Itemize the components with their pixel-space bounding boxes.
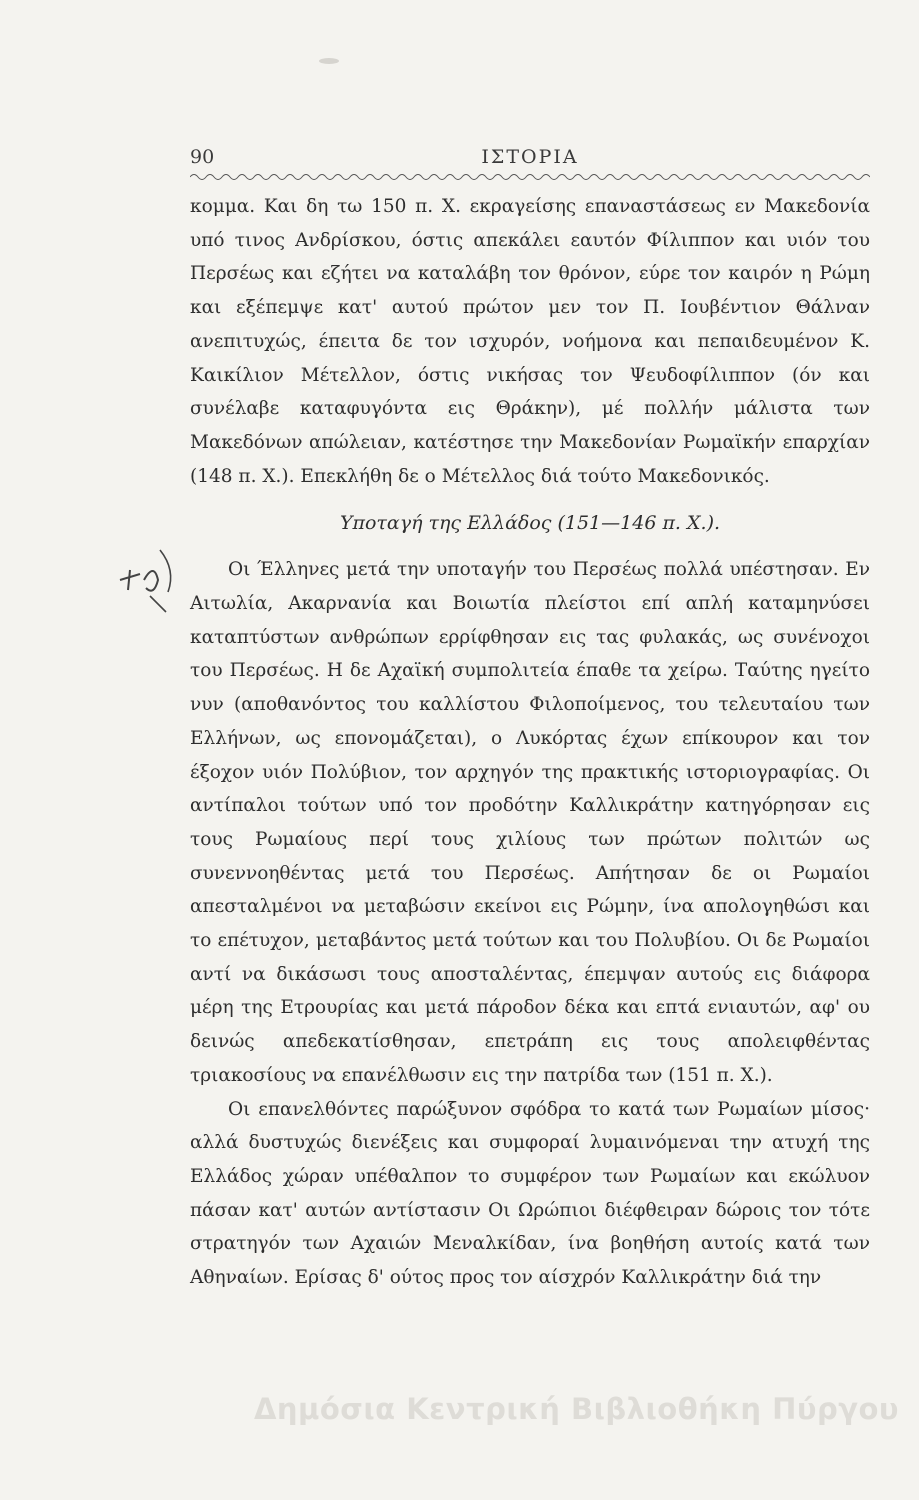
paragraph-greeks-after-perseus: Οι Έλληνες μετά την υποταγήν του Περσέως πολλά υπέστησαν. Εν Αιτωλία, Ακαρνανία και Βοιωτία πλείστοι επί απλή καταμηνύσει καταπτύστων ανθρώπων ερρίφθησαν εις τας φυλακάς, ως συνένοχοι του Περσέως. Η δε Αχαϊκή συμπολιτεία έπαθε τα χείρω. Ταύτης ηγείτο νυν (αποθανόντος του καλλίστου Φιλοποίμενος, του τελευταίου των Ελλήνων, ως επονομάζεται), ο Λυκόρτας έχων επίκουρον και τον έξοχον υιόν Πολύβιον, τον αρχηγόν της πρακτικής ιστοριογραφίας. Οι αντίπαλοι τούτων υπό τον προδότην Καλλικράτην κατηγόρησαν εις τους Ρωμαίους περί τους χιλίους των πρώτων πολιτών ως συνεννοηθέντας μετά του Περσέως. Απήτησαν δε οι Ρωμαίοι απεσταλμένοι να μεταβώσιν εκείνοι εις Ρώμην, ίνα απολογηθώσι και το επέτυχον, μεταβάντος μετά τούτων και του Πολυβίου. Οι δε Ρωμαίοι αντί να δικάσωσι τους αποσταλέντας, έπεμψαν αυτούς εις διάφορα μέρη της Ετρουρίας και μετά πάροδον δέκα και επτά ενιαυτών, αφ' ου δεινώς απεδεκατίσθησαν, επετράπη εις τους απολειφθέντας τριακοσίους να επανέλθωσιν εις την πατρίδα των (151 π. Χ.). [190,559,870,1086]
library-watermark: Δημόσια Κεντρική Βιβλιοθήκη Πύργου [253,1392,899,1426]
body-text [190,190,870,1295]
handwritten-margin-note [110,540,190,620]
paragraph-andriskos: κομμα. Και δη τω 150 π. Χ. εκραγείσης επαναστάσεως εν Μακεδονία υπό τινος Ανδρίσκου, όστις απεκάλει εαυτόν Φίλιππον και υιόν του Περσέως και εζήτει να καταλάβη τον θρόνον, εύρε τον καιρόν η Ρώμη και εξέπεμψε κατ' αυτού πρώτον μεν τον Π. Ιουβέντιον Θάλναν ανεπιτυχώς, έπειτα δε τον ισχυρόν, νοήμονα και πεπαιδευμένον Κ. Καικίλιον Μέτελλον, όστις νικήσας τον Ψευδοφίλιππον (όν και συνέλαβε καταφυγόντα εις Θράκην), μέ πολλήν μάλιστα των Μακεδόνων απώλειαν, κατέστησε την Μακεδονίαν Ρωμαϊκήν επαρχίαν (148 π. Χ.). Επεκλήθη δε ο Μέτελλος διά τούτο Μακεδονικός. [190,196,870,487]
wavy-rule-divider [190,172,870,182]
page-header [190,140,870,170]
paragraph-returnees: Οι επανελθόντες παρώξυνον σφόδρα το κατά των Ρωμαίων μίσος· αλλά δυστυχώς διενέξεις και συμφοραί λυμαινόμεναι την ατυχή της Ελλάδος χώραν υπέθαλπον το συμφέρον των Ρωμαίων και εκώλυον πάσαν κατ' αυτών αντίστασιν Οι Ωρώπιοι διέφθειραν δώροις τον τότε στρατηγόν των Αχαιών Μεναλκίδαν, ίνα βοηθήση αυτοίς κατά των Αθηναίων. Ερίσας δ' ούτος προς τον αίσχρόν Καλλικράτην διά την [190,1098,870,1289]
section-subheading: Υποταγή της Ελλάδος (151—146 π. Χ.). [339,512,721,535]
page-number: 90 [190,146,215,168]
running-title: ΙΣΤΟΡΙΑ [481,146,579,168]
ink-smudge [318,56,340,66]
